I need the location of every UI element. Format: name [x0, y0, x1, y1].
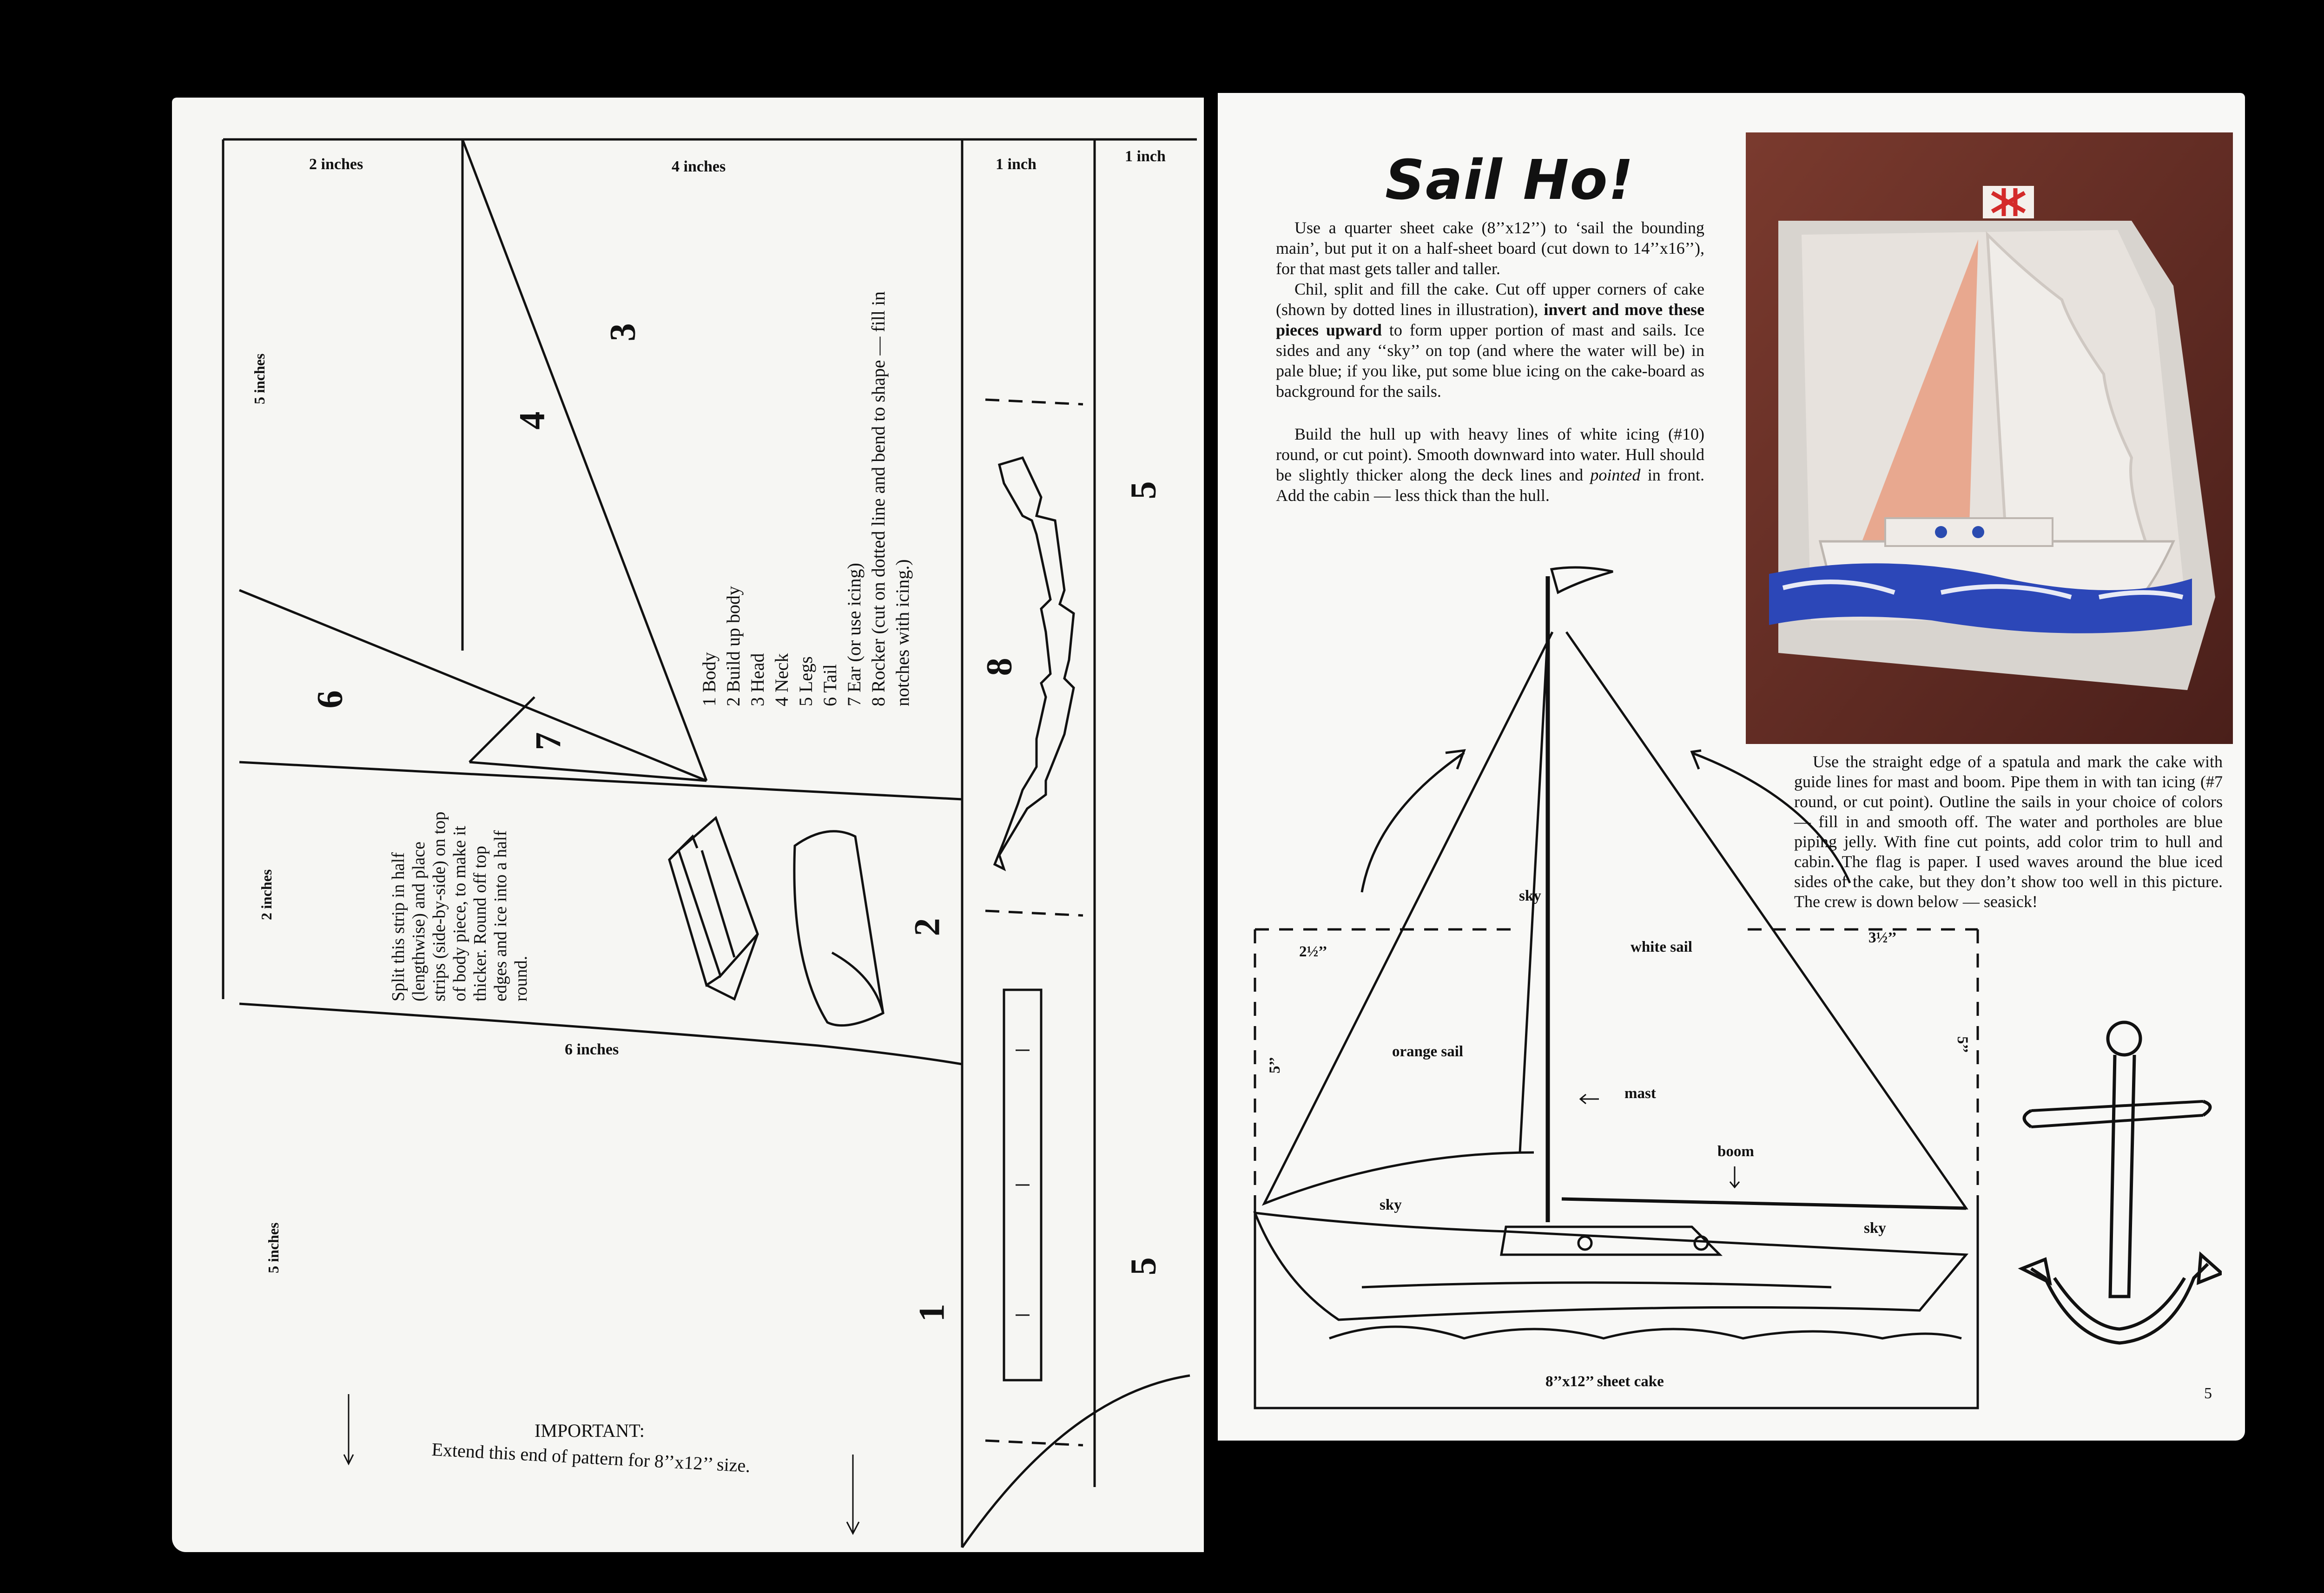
- anchor-icon: [2017, 1018, 2222, 1371]
- legend-item: 3 Head: [747, 653, 768, 706]
- piece-1-label: 1: [911, 1303, 952, 1322]
- para-2-text: Chil, split and fill the cake. Cut off upper corners of cake (shown by dotted lines in illustration),: [1276, 280, 1704, 319]
- label-white-sail: white sail: [1631, 939, 1692, 955]
- split-note-line: thicker. Round off top: [470, 846, 490, 1001]
- label-sky-top: sky: [1519, 888, 1541, 904]
- label-orange-sail: orange sail: [1392, 1043, 1464, 1060]
- piece-4-label: 4: [511, 411, 552, 430]
- dim-top-col1: 1 inch: [996, 156, 1037, 173]
- dim-top-col2: 1 inch: [1125, 148, 1166, 165]
- label-dim-right: 3½’’: [1868, 929, 1897, 946]
- para-2-bold: invert and move these pieces upward: [1276, 300, 1704, 339]
- article-title: Sail Ho!: [1385, 148, 1635, 212]
- dim-side-lower: 5 inches: [265, 1222, 282, 1273]
- legend-item: 6 Tail: [819, 664, 840, 706]
- legend-item: 2 Build up body: [723, 586, 744, 706]
- split-note-line: strips (side-by-side) on top: [429, 811, 449, 1001]
- piece-5b-label: 5: [1122, 1257, 1163, 1276]
- para-3-text-end: in front. Add the cabin — less thick than the hull.: [1276, 466, 1704, 505]
- label-boom: boom: [1717, 1143, 1754, 1160]
- legend-item: notches with icing.): [892, 559, 913, 706]
- dim-top-mid: 4 inches: [672, 158, 726, 175]
- split-note-line: round.: [511, 955, 531, 1001]
- para-3-text: Build the hull up with heavy lines of white icing (#10) round, or cut point). Smooth downward into water. Hull should be slightly thicker along the deck lines and: [1276, 425, 1704, 484]
- label-sky-right: sky: [1864, 1220, 1886, 1237]
- page-number: 5: [2204, 1385, 2212, 1402]
- label-dim-h-right: 5’’: [1954, 1036, 1971, 1053]
- piece-2-label: 2: [906, 918, 947, 936]
- label-sheet-cake: 8’’x12’’ sheet cake: [1545, 1373, 1664, 1390]
- label-sky-left: sky: [1380, 1197, 1402, 1213]
- dim-side-upper: 5 inches: [251, 353, 268, 404]
- piece-7-label: 7: [528, 732, 568, 750]
- para-2-text-end: to form upper portion of mast and sails. Ice sides and any ‘‘sky’’ on top (and where the water will be) in pale blue; if you like, put some blue icing on the cake-board as background for the sails.: [1276, 321, 1704, 401]
- dim-top-left: 2 inches: [309, 156, 363, 173]
- split-note-line: (lengthwise) and place: [409, 842, 429, 1001]
- piece-6-label: 6: [309, 690, 350, 709]
- photo-caption: Use the straight edge of a spatula and mark the cake with guide lines for mast and boom. Pipe them in with tan icing (#7 round, or cut point). Outline the sails in your choice of colors — fill in and smooth off. The water and portholes are blue piping jelly. With fine cut points, add color trim to hull and cabin. The flag is paper. I used waves around the blue iced sides of the cake, but they don’t show too well in this picture. The crew is down below — seasick!: [1794, 752, 2223, 911]
- label-dim-h-left: 5’’: [1267, 1056, 1283, 1073]
- para-3-italic: pointed: [1590, 466, 1641, 484]
- label-mast: mast: [1624, 1085, 1656, 1102]
- article-para-1: Use a quarter sheet cake (8’’x12’’) to ‘sail the bounding main’, but put it on a half-sheet board (cut down to 14’’x16’’), for that mast gets taller and taller.: [1276, 218, 1704, 278]
- label-dim-left: 2½’’: [1299, 943, 1327, 960]
- legend-item: 1 Body: [699, 652, 720, 706]
- dim-bottom: 6 inches: [565, 1041, 619, 1058]
- legend-item: 7 Ear (or use icing): [844, 563, 865, 706]
- legend-item: 8 Rocker (cut on dotted line and bend to shape — fill in: [868, 291, 889, 706]
- important-title: IMPORTANT:: [535, 1420, 645, 1441]
- split-note-line: of body piece, to make it: [450, 826, 469, 1001]
- piece-5a-label: 5: [1122, 481, 1163, 500]
- important-text: Extend this end of pattern for 8’’x12’’ size.: [431, 1438, 751, 1476]
- piece-3-label: 3: [602, 323, 643, 342]
- legend-item: 4 Neck: [771, 653, 792, 706]
- split-note-line: edges and ice into a half: [491, 830, 510, 1001]
- split-note-line: Split this strip in half: [389, 852, 408, 1001]
- dim-side-mid: 2 inches: [258, 869, 275, 920]
- legend-item: 5 Legs: [795, 656, 816, 706]
- piece-8-label: 8: [978, 658, 1019, 676]
